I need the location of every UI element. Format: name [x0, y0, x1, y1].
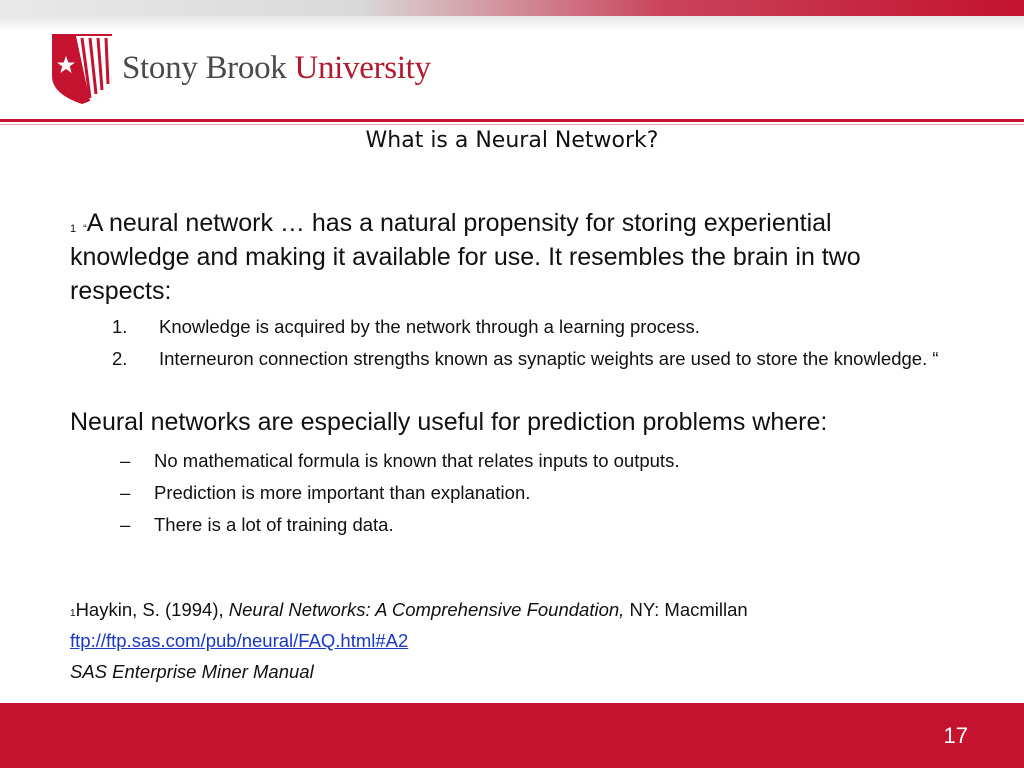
slide-title: What is a Neural Network?	[365, 128, 659, 153]
dash-bullet: –	[120, 514, 131, 535]
list-item	[120, 512, 679, 544]
list-text: Interneuron connection strengths known as synaptic weights are used to store the knowledge. “	[159, 348, 939, 369]
footer-bar	[0, 703, 1024, 768]
dash-list	[120, 448, 679, 544]
top-stripe	[0, 0, 1024, 16]
list-text: Knowledge is acquired by the network through a learning process.	[159, 316, 700, 337]
reference-book-title: Neural Networks: A Comprehensive Foundation,	[228, 599, 625, 620]
list-text: No mathematical formula is known that relates inputs to outputs.	[154, 450, 680, 471]
header-divider-thin	[0, 124, 1024, 125]
lead-sentence: Neural networks are especially useful for prediction problems where:	[70, 408, 828, 436]
list-number: 1.	[112, 316, 128, 337]
university-logo	[50, 32, 470, 106]
footnote-marker: 1	[70, 223, 77, 235]
dash-bullet: –	[120, 450, 131, 471]
list-item	[112, 314, 952, 340]
logo-text-stony-brook: Stony Brook	[122, 50, 287, 86]
page-number: 17	[943, 723, 968, 748]
quote-text: A neural network … has a natural propensity for storing experiential knowledge and making it available for use. It resembles the brain in two respects:	[70, 209, 861, 305]
quote-open-mark: “	[83, 223, 87, 235]
list-item	[120, 448, 679, 480]
references	[70, 594, 748, 687]
header-divider	[0, 119, 1024, 122]
quote-paragraph	[70, 206, 950, 308]
faq-link[interactable]: ftp://ftp.sas.com/pub/neural/FAQ.html#A2	[70, 630, 409, 651]
list-item	[120, 480, 679, 512]
list-text: There is a lot of training data.	[154, 514, 394, 535]
list-text: Prediction is more important than explanation.	[154, 482, 531, 503]
numbered-list	[112, 314, 952, 378]
dash-bullet: –	[120, 482, 131, 503]
shield-logo-icon	[50, 32, 114, 106]
logo-wordmark	[122, 50, 431, 87]
list-item	[112, 346, 952, 372]
reference-marker: 1	[70, 608, 76, 619]
top-shadow	[0, 16, 1024, 30]
list-number: 2.	[112, 348, 128, 369]
manual-reference: SAS Enterprise Miner Manual	[70, 661, 314, 682]
logo-text-university: University	[294, 50, 431, 86]
reference-publisher: NY: Macmillan	[624, 599, 748, 620]
reference-citation	[70, 594, 748, 625]
reference-author: Haykin, S. (1994),	[75, 599, 229, 620]
